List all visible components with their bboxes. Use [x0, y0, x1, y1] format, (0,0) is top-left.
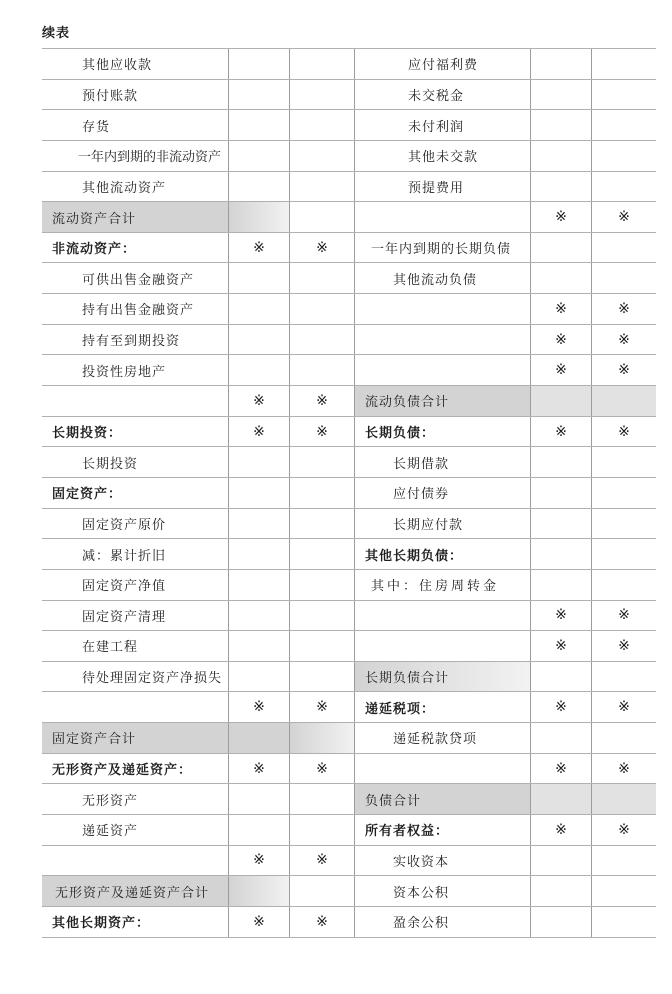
table-row: [42, 141, 656, 172]
table-row: [42, 509, 656, 540]
asset-section-heading: 固定资产：: [52, 487, 123, 503]
asset-item: 其他应收款: [82, 58, 153, 74]
liability-col-5: ※: [530, 325, 591, 355]
equity-item: 盈余公积: [354, 907, 530, 937]
asset-item: 固定资产清理: [82, 609, 167, 625]
liability-col-6: ※: [591, 631, 656, 661]
balance-sheet-table: [42, 48, 656, 938]
liability-col-6: [591, 478, 656, 508]
asset-item: [42, 386, 228, 416]
asset-col-3: [289, 110, 354, 140]
liability-col-5: [530, 570, 591, 600]
liability-section-heading: 递延税项：: [354, 692, 530, 722]
liability-col-5: ※: [530, 417, 591, 447]
asset-col-2: ※: [228, 386, 289, 416]
asset-item: 无形资产: [82, 793, 139, 809]
liability-col-5: ※: [530, 355, 591, 385]
liability-col-6: [591, 80, 656, 110]
liability-item: 应付债券: [354, 478, 530, 508]
asset-col-2: [228, 447, 289, 477]
asset-col-2: [228, 202, 289, 232]
table-row: [42, 294, 656, 325]
liability-col-6: [591, 662, 656, 692]
liability-item: 应付福利费: [354, 49, 530, 79]
table-row: [42, 386, 656, 417]
asset-col-3: ※: [289, 386, 354, 416]
asset-col-2: [228, 509, 289, 539]
continued-table-label: 续表: [42, 26, 71, 41]
table-row: [42, 325, 656, 356]
asset-section-heading: 无形资产及递延资产：: [52, 763, 193, 779]
liability-subtotal: 负债合计: [354, 784, 530, 814]
table-row: [42, 478, 656, 509]
asset-col-3: [289, 509, 354, 539]
asset-col-3: [289, 723, 354, 753]
asset-col-2: ※: [228, 233, 289, 263]
liability-item: 预提费用: [354, 172, 530, 202]
liability-col-5: ※: [530, 815, 591, 845]
liability-col-6: [591, 539, 656, 569]
table-row: [42, 692, 656, 723]
liability-col-6: [591, 263, 656, 293]
liability-col-5: [530, 110, 591, 140]
asset-section-heading: 长期投资：: [52, 426, 123, 441]
asset-col-3: [289, 662, 354, 692]
asset-subtotal: 流动资产合计: [42, 202, 228, 232]
liability-col-6: ※: [591, 325, 656, 355]
liability-col-5: [530, 784, 591, 814]
table-row: [42, 202, 656, 233]
asset-col-2: ※: [228, 417, 289, 447]
liability-item: 一年内到期的长期负债: [354, 233, 530, 263]
table-row: [42, 754, 656, 785]
asset-col-2: [228, 784, 289, 814]
asset-item: 固定资产原价: [82, 517, 167, 533]
liability-col-5: [530, 539, 591, 569]
liability-col-6: ※: [591, 692, 656, 722]
liability-item: [354, 601, 530, 631]
asset-col-2: ※: [228, 692, 289, 722]
liability-item: 其中：住房周转金: [354, 570, 530, 600]
asset-col-3: [289, 631, 354, 661]
asset-item: 一年内到期的非流动资产: [78, 150, 222, 166]
liability-col-5: [530, 386, 591, 416]
liability-col-5: [530, 233, 591, 263]
liability-col-5: ※: [530, 754, 591, 784]
asset-item: 递延资产: [82, 824, 139, 840]
asset-col-2: [228, 478, 289, 508]
table-row: [42, 233, 656, 264]
asset-item: 固定资产净值: [82, 579, 167, 595]
table-row: [42, 570, 656, 601]
liability-item: 递延税款贷项: [354, 723, 530, 753]
asset-col-2: [228, 570, 289, 600]
asset-subtotal: 固定资产合计: [42, 723, 228, 753]
asset-col-3: [289, 325, 354, 355]
liability-item: 未付利润: [354, 110, 530, 140]
liability-col-6: [591, 509, 656, 539]
liability-col-6: ※: [591, 754, 656, 784]
liability-item: [354, 325, 530, 355]
asset-col-3: ※: [289, 846, 354, 876]
liability-col-6: [591, 723, 656, 753]
liability-subtotal: 流动负债合计: [354, 386, 530, 416]
table-row: [42, 815, 656, 846]
asset-item: 待处理固定资产净损失: [82, 671, 223, 687]
asset-col-2: [228, 294, 289, 324]
table-row: [42, 723, 656, 754]
liability-item: [354, 202, 530, 232]
liability-col-6: ※: [591, 355, 656, 385]
equity-section-heading: 所有者权益：: [354, 815, 530, 845]
asset-item: 存货: [82, 119, 111, 135]
table-row: [42, 355, 656, 386]
table-row: [42, 80, 656, 111]
asset-item: [42, 846, 228, 876]
asset-item: 长期投资: [82, 456, 139, 472]
table-row: [42, 846, 656, 877]
asset-col-3: [289, 49, 354, 79]
liability-col-5: [530, 907, 591, 937]
asset-col-2: [228, 110, 289, 140]
liability-item: 其他未交款: [354, 141, 530, 171]
table-row: [42, 447, 656, 478]
asset-col-3: [289, 141, 354, 171]
asset-item: 预付账款: [82, 88, 139, 104]
table-row: [42, 601, 656, 632]
asset-col-2: ※: [228, 754, 289, 784]
table-row: [42, 172, 656, 203]
table-row: [42, 417, 656, 448]
liability-col-6: [591, 907, 656, 937]
asset-col-3: [289, 447, 354, 477]
asset-col-3: [289, 355, 354, 385]
asset-col-3: ※: [289, 692, 354, 722]
asset-subtotal: 无形资产及递延资产合计: [42, 876, 228, 906]
liability-col-6: ※: [591, 202, 656, 232]
asset-item: 持有至到期投资: [82, 334, 181, 350]
liability-col-5: [530, 263, 591, 293]
asset-col-2: [228, 631, 289, 661]
asset-col-2: [228, 80, 289, 110]
asset-col-3: [289, 570, 354, 600]
asset-col-3: [289, 263, 354, 293]
asset-item: [42, 692, 228, 722]
table-row: [42, 110, 656, 141]
asset-col-2: ※: [228, 907, 289, 937]
asset-col-2: [228, 49, 289, 79]
asset-item: 投资性房地产: [82, 364, 167, 380]
liability-col-5: [530, 172, 591, 202]
asset-col-2: [228, 876, 289, 906]
asset-col-2: [228, 815, 289, 845]
asset-col-3: [289, 876, 354, 906]
liability-col-5: [530, 49, 591, 79]
liability-col-5: [530, 80, 591, 110]
asset-col-2: [228, 172, 289, 202]
liability-item: 长期借款: [354, 447, 530, 477]
asset-col-2: [228, 601, 289, 631]
asset-item: 持有出售金融资产: [82, 303, 195, 319]
liability-col-6: [591, 49, 656, 79]
liability-col-6: [591, 110, 656, 140]
liability-col-6: [591, 233, 656, 263]
table-row: [42, 263, 656, 294]
asset-col-3: ※: [289, 233, 354, 263]
asset-section-heading: 其他长期资产：: [52, 916, 151, 932]
liability-col-6: [591, 846, 656, 876]
table-row: [42, 631, 656, 662]
liability-item: [354, 294, 530, 324]
liability-section-heading: 长期负债：: [354, 417, 530, 447]
liability-item: [354, 355, 530, 385]
asset-col-3: [289, 80, 354, 110]
liability-col-6: ※: [591, 815, 656, 845]
asset-col-3: [289, 172, 354, 202]
table-row: [42, 539, 656, 570]
table-row: [42, 876, 656, 907]
liability-col-5: [530, 723, 591, 753]
asset-col-3: [289, 815, 354, 845]
liability-col-6: [591, 784, 656, 814]
asset-col-3: ※: [289, 754, 354, 784]
liability-col-6: [591, 447, 656, 477]
liability-col-6: [591, 172, 656, 202]
asset-col-3: [289, 294, 354, 324]
liability-col-6: ※: [591, 417, 656, 447]
table-row: [42, 662, 656, 693]
liability-col-6: [591, 386, 656, 416]
asset-col-3: [289, 202, 354, 232]
liability-col-6: ※: [591, 294, 656, 324]
liability-subtotal: 长期负债合计: [354, 662, 530, 692]
asset-col-3: [289, 601, 354, 631]
liability-col-5: [530, 846, 591, 876]
asset-col-2: [228, 723, 289, 753]
asset-col-3: [289, 539, 354, 569]
liability-section-heading: 其他长期负债：: [354, 539, 530, 569]
asset-item: 可供出售金融资产: [82, 272, 195, 288]
equity-item: 资本公积: [354, 876, 530, 906]
liability-col-5: [530, 662, 591, 692]
liability-col-5: [530, 509, 591, 539]
liability-item: 长期应付款: [354, 509, 530, 539]
asset-section-heading: 非流动资产：: [52, 242, 137, 258]
liability-col-5: [530, 876, 591, 906]
asset-col-2: [228, 662, 289, 692]
liability-col-6: [591, 141, 656, 171]
liability-col-5: ※: [530, 202, 591, 232]
liability-col-6: [591, 570, 656, 600]
liability-col-5: [530, 447, 591, 477]
table-row: [42, 784, 656, 815]
asset-col-2: [228, 539, 289, 569]
liability-col-5: ※: [530, 294, 591, 324]
asset-col-2: [228, 141, 289, 171]
table-row: [42, 907, 656, 938]
liability-col-6: ※: [591, 601, 656, 631]
liability-item: [354, 754, 530, 784]
liability-col-5: ※: [530, 601, 591, 631]
asset-col-3: ※: [289, 907, 354, 937]
asset-col-2: [228, 325, 289, 355]
asset-col-2: ※: [228, 846, 289, 876]
liability-item: [354, 631, 530, 661]
table-row: [42, 49, 656, 80]
liability-col-5: ※: [530, 692, 591, 722]
asset-item: 其他流动资产: [82, 180, 167, 196]
liability-item: 未交税金: [354, 80, 530, 110]
liability-item: 其他流动负债: [354, 263, 530, 293]
asset-col-2: [228, 263, 289, 293]
liability-col-6: [591, 876, 656, 906]
asset-col-3: [289, 478, 354, 508]
asset-item: 减：累计折旧: [82, 548, 167, 564]
asset-col-2: [228, 355, 289, 385]
liability-col-5: [530, 141, 591, 171]
asset-col-3: ※: [289, 417, 354, 447]
asset-item: 在建工程: [82, 640, 139, 656]
asset-col-3: [289, 784, 354, 814]
equity-item: 实收资本: [354, 846, 530, 876]
liability-col-5: ※: [530, 631, 591, 661]
liability-col-5: [530, 478, 591, 508]
